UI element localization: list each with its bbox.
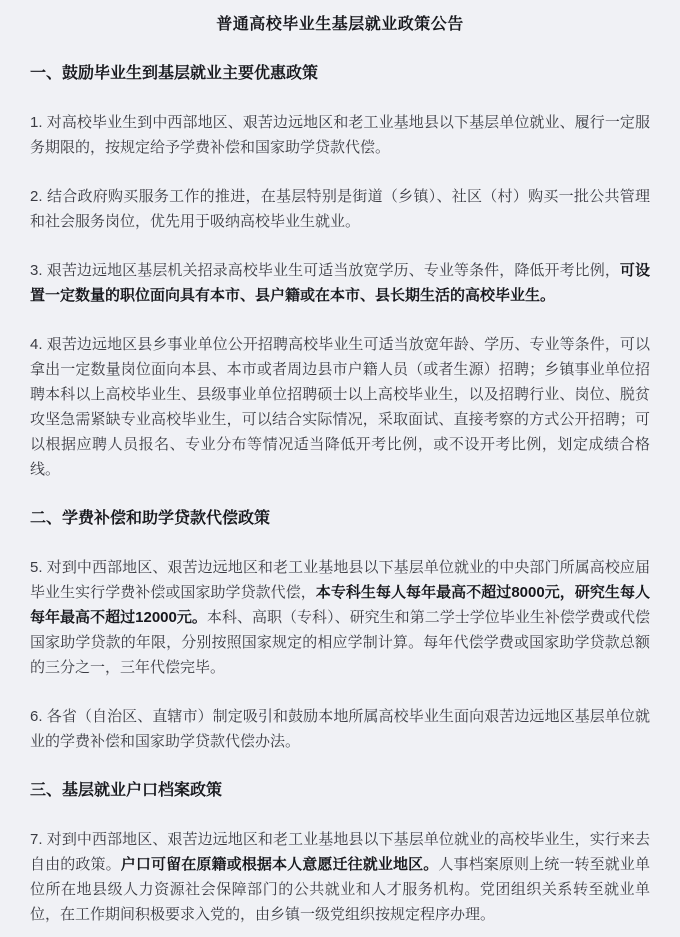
text-run: 3. 艰苦边远地区基层机关招录高校毕业生可适当放宽学历、专业等条件，降低开考比例， (30, 262, 620, 279)
text-run: 本科、高职（专科）、研究生和第二学士学位毕业生补偿学费或代偿国家助学贷款的年限，分别按照国家规定的相应学制计算。每年代偿学费或国家助学贷款总额的三分之一，三年代偿完毕。 (30, 609, 650, 676)
paragraph (30, 704, 650, 754)
text-run: 7. 对到中西部地区、艰苦边远地区和老工业基地县以下基层单位就业的高校毕业生，实行来去自由的政策。 (30, 831, 650, 873)
paragraph (30, 258, 650, 308)
emphasized-text-run: 本专科生每人每年最高不超过8000元，研究生每人每年最高不超过12000元。 (30, 584, 650, 626)
paragraph (30, 184, 650, 234)
emphasized-text-run: 户口可留在原籍或根据本人意愿迁往就业地区。 (120, 856, 439, 873)
paragraph (30, 332, 650, 482)
section-heading: 一、鼓励毕业生到基层就业主要优惠政策 (30, 65, 319, 82)
document-title: 普通高校毕业生基层就业政策公告 (216, 16, 464, 33)
paragraph (30, 555, 650, 680)
text-run: 1. 对高校毕业生到中西部地区、艰苦边远地区和老工业基地县以下基层单位就业、履行一定服务期限的，按规定给予学费补偿和国家助学贷款代偿。 (30, 114, 650, 156)
document-body (30, 61, 650, 927)
section-heading: 二、学费补偿和助学贷款代偿政策 (30, 510, 271, 527)
text-run: 人事档案原则上统一转至就业单位所在地县级人力资源社会保障部门的公共就业和人才服务机构。党团组织关系转至就业单位，在工作期间积极要求入党的，由乡镇一级党组织按规定程序办理。 (30, 856, 650, 923)
text-run: 4. 艰苦边远地区县乡事业单位公开招聘高校毕业生可适当放宽年龄、学历、专业等条件，可以拿出一定数量岗位面向本县、本市或者周边县市户籍人员（或者生源）招聘；乡镇事业单位招聘本科以上高校毕业生、县级事业单位招聘硕士以上高校毕业生，以及招聘行业、岗位、脱贫攻坚急需紧缺专业高校毕业生，可以结合实际情况，采取面试、直接考察的方式公开招聘；可以根据应聘人员报名、专业分布等情况适当降低开考比例，或不设开考比例，划定成绩合格线。 (30, 336, 650, 478)
text-run: 5. 对到中西部地区、艰苦边远地区和老工业基地县以下基层单位就业的中央部门所属高校应届毕业生实行学费补偿或国家助学贷款代偿， (30, 559, 650, 601)
section-heading: 三、基层就业户口档案政策 (30, 782, 223, 799)
paragraph (30, 827, 650, 927)
text-run: 6. 各省（自治区、直辖市）制定吸引和鼓励本地所属高校毕业生面向艰苦边远地区基层单位就业的学费补偿和国家助学贷款代偿办法。 (30, 708, 650, 750)
emphasized-text-run: 可设置一定数量的职位面向具有本市、县户籍或在本市、县长期生活的高校毕业生。 (30, 262, 650, 304)
text-run: 2. 结合政府购买服务工作的推进，在基层特别是街道（乡镇）、社区（村）购买一批公共管理和社会服务岗位，优先用于吸纳高校毕业生就业。 (30, 188, 650, 230)
paragraph (30, 110, 650, 160)
